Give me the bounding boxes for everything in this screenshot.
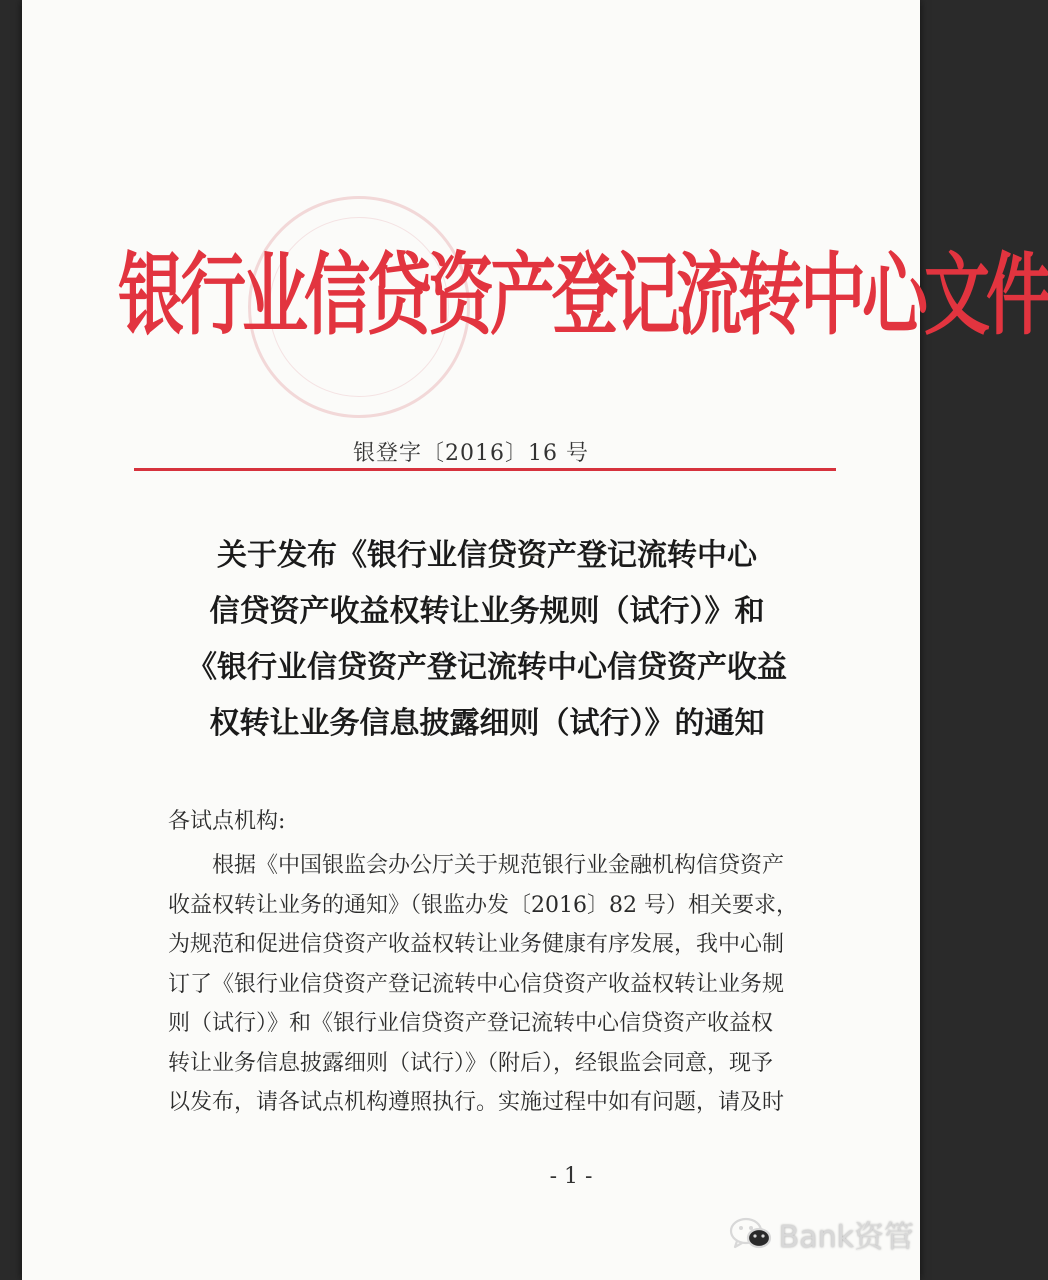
body-line: 转让业务信息披露细则（试行）》（附后），经银监会同意，现予 bbox=[168, 1050, 774, 1076]
body-line: 为规范和促进信贷资产收益权转让业务健康有序发展，我中心制 bbox=[168, 932, 785, 957]
body-line: 收益权转让业务的通知》（银监办发〔2016〕82 号）相关要求， bbox=[168, 892, 798, 918]
watermark bbox=[729, 1212, 914, 1256]
body-line: 则（试行）》和《银行业信贷资产登记流转中心信贷资产收益权 bbox=[168, 1011, 774, 1036]
body-line: 订了《银行业信贷资产登记流转中心信贷资产收益权转让业务规 bbox=[168, 971, 785, 997]
salutation: 各试点机构: bbox=[168, 809, 286, 834]
document-header-title: 银行业信贷资产登记流转中心文件 bbox=[118, 243, 1048, 348]
document-page bbox=[22, 0, 1048, 1280]
body-line: 根据《中国银监会办公厅关于规范银行业金融机构信贷资产 bbox=[212, 853, 785, 878]
watermark-text: Bank资管 bbox=[778, 1220, 914, 1255]
red-divider bbox=[134, 468, 836, 471]
notice-title-line: 《银行业信贷资产登记流转中心信贷资产收益 bbox=[187, 650, 787, 685]
notice-title-line: 关于发布《银行业信贷资产登记流转中心 bbox=[217, 538, 757, 573]
notice-title bbox=[152, 528, 822, 752]
page-number: - 1 - bbox=[549, 1164, 593, 1189]
notice-title-line: 权转让业务信息披露细则（试行）》的通知 bbox=[209, 706, 765, 741]
notice-title-line: 信贷资产收益权转让业务规则（试行）》和 bbox=[209, 594, 765, 629]
body-paragraph bbox=[168, 846, 828, 1123]
document-number: 银登字〔2016〕16 号 bbox=[353, 441, 589, 466]
wechat-icon bbox=[729, 1216, 773, 1252]
body-line: 以发布，请各试点机构遵照执行。实施过程中如有问题，请及时 bbox=[168, 1090, 785, 1115]
